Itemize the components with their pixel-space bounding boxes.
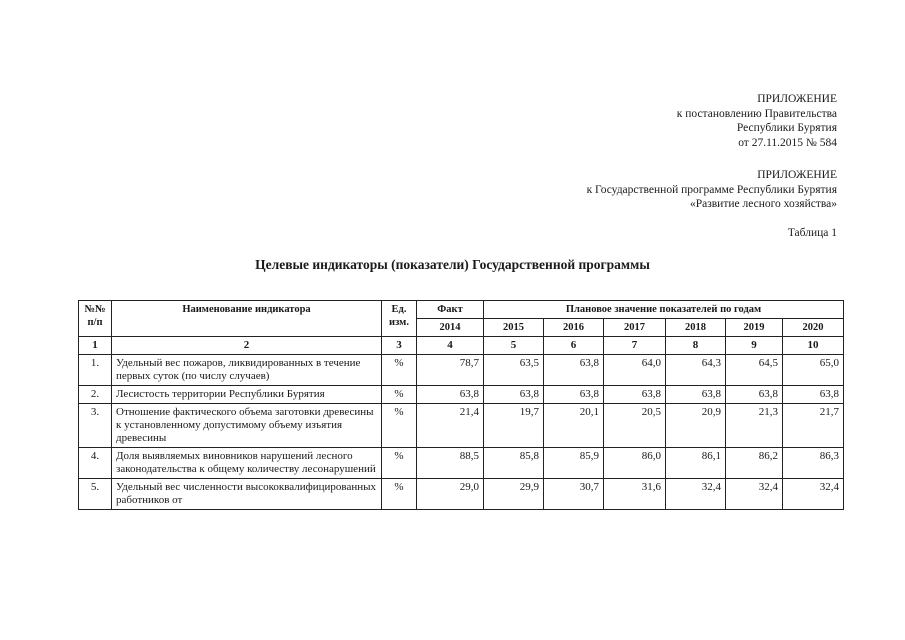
row-indicator-name: Удельный вес численности высококвалифицированных работников от [112, 479, 382, 510]
row-value: 20,1 [544, 404, 604, 448]
row-value: 29,9 [484, 479, 544, 510]
row-value: 63,8 [726, 386, 783, 404]
row-value: 19,7 [484, 404, 544, 448]
row-indicator-name: Удельный вес пожаров, ликвидированных в течение первых суток (по числу случаев) [112, 355, 382, 386]
header-fact: Факт [417, 301, 484, 319]
row-value: 63,8 [484, 386, 544, 404]
header-plan: Плановое значение показателей по годам [484, 301, 844, 319]
column-number-row [79, 337, 844, 355]
row-value: 86,1 [666, 448, 726, 479]
document-title: Целевые индикаторы (показатели) Государственной программы [255, 257, 650, 272]
header-year: 2017 [604, 319, 666, 337]
row-value: 29,0 [417, 479, 484, 510]
indicators-table [78, 300, 844, 510]
row-value: 32,4 [783, 479, 844, 510]
row-value: 64,5 [726, 355, 783, 386]
table-row [79, 404, 844, 448]
row-value: 63,8 [417, 386, 484, 404]
row-value: 63,8 [783, 386, 844, 404]
header-num: №№ п/п [79, 301, 112, 337]
row-value: 63,8 [666, 386, 726, 404]
appendix-block-resolution [677, 92, 837, 150]
row-value: 32,4 [726, 479, 783, 510]
row-value: 31,6 [604, 479, 666, 510]
row-value: 65,0 [783, 355, 844, 386]
row-unit: % [382, 404, 417, 448]
row-value: 63,8 [544, 355, 604, 386]
column-number: 4 [417, 337, 484, 355]
appendix-block-program [587, 168, 837, 212]
row-indicator-name: Отношение фактического объема заготовки древесины к установленному допустимому объему изъятия древесины [112, 404, 382, 448]
header-year: 2020 [783, 319, 844, 337]
table-row [79, 355, 844, 386]
row-value: 63,8 [544, 386, 604, 404]
row-indicator-name: Лесистость территории Республики Бурятия [112, 386, 382, 404]
column-number: 5 [484, 337, 544, 355]
table-row [79, 448, 844, 479]
row-num: 3. [79, 404, 112, 448]
row-num: 4. [79, 448, 112, 479]
header-unit: Ед. изм. [382, 301, 417, 337]
appendix-line: Республики Бурятия [736, 122, 837, 134]
column-number: 6 [544, 337, 604, 355]
table-number: Таблица 1 [787, 227, 837, 239]
row-value: 21,4 [417, 404, 484, 448]
appendix-line: к постановлению Правительства [676, 107, 837, 120]
column-number: 3 [382, 337, 417, 355]
header-year: 2014 [417, 319, 484, 337]
row-value: 63,5 [484, 355, 544, 386]
row-indicator-name: Доля выявляемых виновников нарушений лесного законодательства к общему количеству лесонарушений [112, 448, 382, 479]
row-num: 1. [79, 355, 112, 386]
table-row [79, 479, 844, 510]
row-value: 63,8 [604, 386, 666, 404]
row-value: 30,7 [544, 479, 604, 510]
row-value: 85,9 [544, 448, 604, 479]
row-value: 21,7 [783, 404, 844, 448]
row-value: 86,2 [726, 448, 783, 479]
row-unit: % [382, 479, 417, 510]
row-num: 5. [79, 479, 112, 510]
appendix-line: ПРИЛОЖЕНИЕ [757, 93, 837, 105]
appendix-line: к Государственной программе Республики Бурятия [586, 183, 837, 196]
column-number: 1 [79, 337, 112, 355]
row-value: 64,0 [604, 355, 666, 386]
appendix-line: ПРИЛОЖЕНИЕ [757, 169, 837, 181]
row-value: 88,5 [417, 448, 484, 479]
appendix-line: от 27.11.2015 № 584 [738, 136, 837, 149]
appendix-line: «Развитие лесного хозяйства» [689, 198, 837, 210]
header-name: Наименование индикатора [112, 301, 382, 337]
header-year: 2018 [666, 319, 726, 337]
row-unit: % [382, 386, 417, 404]
row-unit: % [382, 355, 417, 386]
row-value: 64,3 [666, 355, 726, 386]
row-value: 85,8 [484, 448, 544, 479]
row-value: 86,3 [783, 448, 844, 479]
row-num: 2. [79, 386, 112, 404]
column-number: 2 [112, 337, 382, 355]
row-value: 20,9 [666, 404, 726, 448]
row-value: 32,4 [666, 479, 726, 510]
column-number: 9 [726, 337, 783, 355]
column-number: 8 [666, 337, 726, 355]
header-year: 2019 [726, 319, 783, 337]
row-value: 21,3 [726, 404, 783, 448]
header-year: 2015 [484, 319, 544, 337]
table-row [79, 386, 844, 404]
header-row-top [79, 301, 844, 319]
row-value: 78,7 [417, 355, 484, 386]
row-value: 20,5 [604, 404, 666, 448]
column-number: 7 [604, 337, 666, 355]
column-number: 10 [783, 337, 844, 355]
row-unit: % [382, 448, 417, 479]
header-year: 2016 [544, 319, 604, 337]
row-value: 86,0 [604, 448, 666, 479]
